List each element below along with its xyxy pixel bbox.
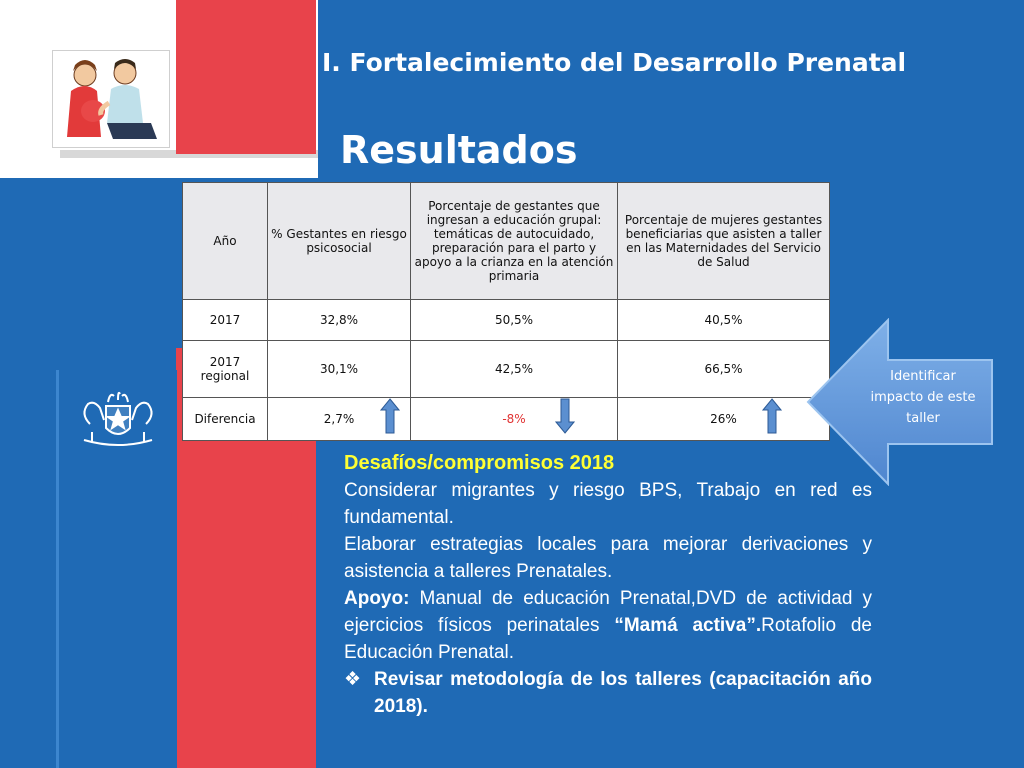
couple-logo — [52, 50, 170, 148]
callout-text: Identificar impacto de este taller — [870, 369, 976, 426]
challenges-heading: Desafíos/compromisos 2018 — [344, 452, 615, 474]
table-cell: 42,5% — [411, 341, 618, 398]
support-label: Apoyo: — [344, 588, 410, 609]
bullet-text: Revisar metodología de los talleres (capacitación año 2018). — [374, 669, 872, 717]
table-cell: 26% — [618, 398, 830, 441]
table-row — [183, 300, 830, 341]
table-header-cell: Año — [183, 183, 268, 300]
table-header-cell: Porcentaje de gestantes que ingresan a educación grupal: temáticas de autocuidado, preparación para el parto y apoyo a la crianza en la atención primaria — [411, 183, 618, 300]
arrow-down-icon — [555, 398, 575, 434]
arrow-up-icon — [762, 398, 782, 434]
table-header-row — [183, 183, 830, 300]
table-cell: 30,1% — [268, 341, 411, 398]
table-cell: 66,5% — [618, 341, 830, 398]
challenges-section — [344, 450, 872, 720]
results-table — [182, 182, 830, 441]
couple-illustration-icon — [53, 51, 169, 147]
table-cell: Diferencia — [183, 398, 268, 441]
challenge-paragraph-1: Considerar migrantes y riesgo BPS, Trabajo en red es fundamental. — [344, 480, 872, 528]
diamond-bullet-icon: ❖ — [344, 669, 362, 690]
table-row — [183, 341, 830, 398]
table-cell: 50,5% — [411, 300, 618, 341]
challenge-paragraph-2: Elaborar estrategias locales para mejorar derivaciones y asistencia a talleres Prenatales. — [344, 534, 872, 582]
table-cell-negative: -8% — [411, 398, 618, 441]
chile-coat-of-arms-icon — [70, 384, 166, 456]
red-accent-bar — [176, 0, 316, 154]
bullet-item — [344, 666, 872, 720]
table-cell: 2017 — [183, 300, 268, 341]
table-header-cell: % Gestantes en riesgo psicosocial — [268, 183, 411, 300]
section-subtitle: Resultados — [340, 128, 578, 172]
page-title: I. Fortalecimiento del Desarrollo Prenatal — [322, 48, 907, 77]
table-cell: 2017 regional — [183, 341, 268, 398]
table-cell: 32,8% — [268, 300, 411, 341]
support-tail: Rotafolio de Educación Prenatal. — [344, 615, 872, 663]
support-paragraph — [344, 585, 872, 666]
arrow-up-icon — [380, 398, 400, 434]
table-cell: 40,5% — [618, 300, 830, 341]
table-cell: 2,7% — [268, 398, 411, 441]
table-header-cell: Porcentaje de mujeres gestantes beneficiarias que asisten a taller en las Maternidades del Servicio de Salud — [618, 183, 830, 300]
support-quote: “Mamá activa”. — [614, 615, 762, 636]
table-row — [183, 398, 830, 441]
support-text: Manual de educación Prenatal,DVD de actividad y ejercicios físicos perinatales — [344, 588, 872, 636]
